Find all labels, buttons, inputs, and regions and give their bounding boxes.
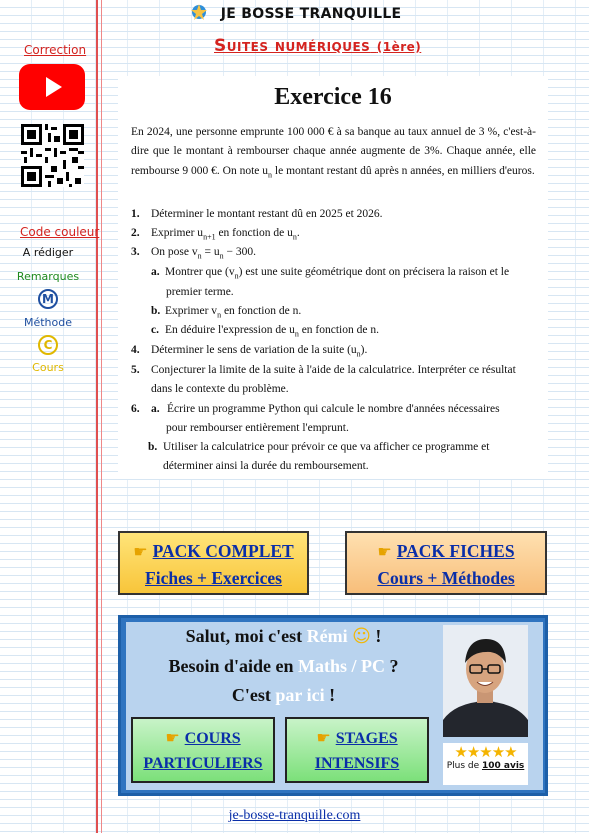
stars-icon: ★★★★★ [454, 743, 517, 761]
avis-prefix: Plus de [446, 761, 482, 771]
question-6b [148, 438, 540, 457]
question-number: 3. [131, 246, 140, 258]
promo-text: ? [385, 656, 399, 676]
exercise-title: Exercice 16 [274, 84, 392, 110]
question-text: On pose v [151, 246, 198, 258]
intro-line: En 2024, une personne emprunte 100 000 € à sa banque au taux annuel de 3 %, [131, 126, 501, 138]
qr-code-icon[interactable] [21, 124, 84, 187]
pack-fiches-button[interactable] [345, 531, 547, 595]
color-code-title: Code couleur [20, 225, 100, 239]
methode-badge-icon: M [38, 289, 58, 309]
subscript: n+1 [203, 232, 216, 242]
brand-name: JE BOSSE TRANQUILLE [220, 6, 402, 22]
avis-count [443, 761, 528, 771]
stages-intensifs-button[interactable] [285, 717, 429, 783]
cours-particuliers-line1: COURS [184, 730, 241, 747]
question-text: ) est une suite géométrique dont on précisera la raison et le [238, 266, 510, 278]
margin-line [96, 0, 98, 833]
stages-intensifs-line2: INTENSIFS [314, 755, 400, 772]
intro-line: le montant restant dû après n années, [272, 164, 445, 177]
promo-text: C'est [231, 685, 276, 705]
subscript: n [219, 251, 224, 261]
question-6a [131, 400, 541, 419]
footer-url-link[interactable]: je-bosse-tranquille.com [228, 808, 361, 823]
pack-complet-button[interactable] [118, 531, 309, 595]
promo-line-3 [126, 685, 441, 706]
pointing-hand-icon: ☛ [133, 542, 148, 561]
promo-text: ! [324, 685, 336, 705]
question-1 [131, 205, 383, 224]
subscript: n [234, 271, 239, 281]
intro-line: en milliers d'euros. [447, 164, 535, 177]
promo-text: ! [370, 626, 382, 646]
question-text: En déduire l'expression de u [165, 324, 295, 336]
promo-text: Salut, moi c'est [185, 626, 307, 646]
intro-line: c'est-à-dire que le montant à rembourser chaque année augmente de 3%. Chaque [131, 126, 536, 158]
question-3a-cont: premier terme. [166, 286, 234, 298]
question-text: − 300. [223, 246, 257, 258]
question-number: c. [151, 324, 159, 336]
rating-badge[interactable] [443, 743, 528, 785]
promo-line-1 [126, 626, 441, 647]
intro-subscript: n [268, 169, 273, 179]
intro-line: année, elle rembourse 9 000 €. On note u [131, 145, 536, 177]
question-text: en fonction de u [215, 227, 293, 239]
question-text: Utiliser la calculatrice pour prévoir ce que va afficher ce programme et [163, 441, 490, 453]
page-title-main: Suites numériques [214, 36, 371, 56]
legend-rediger: A rédiger [22, 246, 74, 259]
question-number: 4. [131, 344, 140, 356]
question-number: 2. [131, 227, 140, 239]
subscript: n [217, 310, 222, 320]
cours-badge-icon: C [38, 335, 58, 355]
question-text: Écrire un programme Python qui calcule le nombre d'années nécessaires [167, 403, 500, 415]
question-text: Déterminer le sens de variation de la suite (u [151, 344, 357, 356]
question-text: en fonction de n. [221, 305, 302, 317]
exercise-intro [131, 123, 536, 184]
pack-fiches-line1: PACK FICHES [396, 541, 515, 561]
question-text: = u [201, 246, 220, 258]
margin-line-secondary [101, 0, 102, 833]
question-text: Montrer que (v [165, 266, 235, 278]
promo-line-2 [126, 656, 441, 677]
brand-header[interactable] [0, 3, 589, 25]
subscript: n [197, 251, 202, 261]
promo-text: Besoin d'aide en [168, 656, 299, 676]
question-text: Exprimer u [151, 227, 204, 239]
legend-cours: Cours [32, 361, 64, 374]
question-6b-cont: déterminer ainsi la durée du remboursement. [163, 460, 369, 472]
promo-name: Rémi [306, 626, 348, 646]
cours-particuliers-button[interactable] [131, 717, 275, 783]
page-title-level: (1ère) [376, 40, 422, 54]
pointing-hand-icon: ☛ [316, 728, 331, 747]
smiley-icon: ☺ [352, 626, 371, 647]
subscript: n [356, 349, 361, 359]
question-6a-cont: pour rembourser entièrement l'emprunt. [166, 422, 349, 434]
question-number: b. [151, 305, 161, 317]
question-text: Conjecturer la limite de la suite à l'aide de la calculatrice. Interpréter ce résultat [151, 364, 516, 376]
pack-complet-line1: PACK COMPLET [152, 541, 294, 561]
pointing-hand-icon: ☛ [165, 728, 180, 747]
cours-particuliers-line2: PARTICULIERS [143, 755, 263, 772]
avis-link: 100 avis [481, 761, 525, 771]
question-text: . [296, 227, 300, 239]
question-text: Exprimer v [165, 305, 218, 317]
question-text: ). [360, 344, 368, 356]
question-number: a. [151, 403, 160, 415]
tutor-photo [443, 625, 528, 737]
question-number: 6. [131, 403, 140, 415]
pointing-hand-icon: ☛ [377, 542, 392, 561]
subscript: n [294, 329, 299, 339]
question-5 [131, 361, 541, 380]
brand-logo-icon [188, 3, 210, 25]
promo-link[interactable]: par ici [275, 685, 325, 705]
question-number: b. [148, 441, 158, 453]
question-number: 1. [131, 208, 140, 220]
question-text: en fonction de n. [298, 324, 379, 336]
legend-remarques: Remarques [16, 270, 80, 283]
question-text: Déterminer le montant restant dû en 2025 et 2026. [151, 208, 383, 220]
legend-methode: Méthode [23, 316, 73, 329]
promo-subject: Maths / PC [298, 656, 386, 676]
subscript: n [292, 232, 297, 242]
page-title [214, 36, 421, 56]
stages-intensifs-line1: STAGES [335, 730, 398, 747]
pack-fiches-line2: Cours + Méthodes [377, 568, 515, 588]
question-number: 5. [131, 364, 140, 376]
question-5-cont: dans le contexte du problème. [151, 383, 289, 395]
question-number: a. [151, 266, 160, 278]
youtube-icon[interactable] [19, 64, 85, 110]
pack-complet-line2: Fiches + Exercices [145, 568, 282, 588]
correction-label: Correction [24, 43, 87, 57]
